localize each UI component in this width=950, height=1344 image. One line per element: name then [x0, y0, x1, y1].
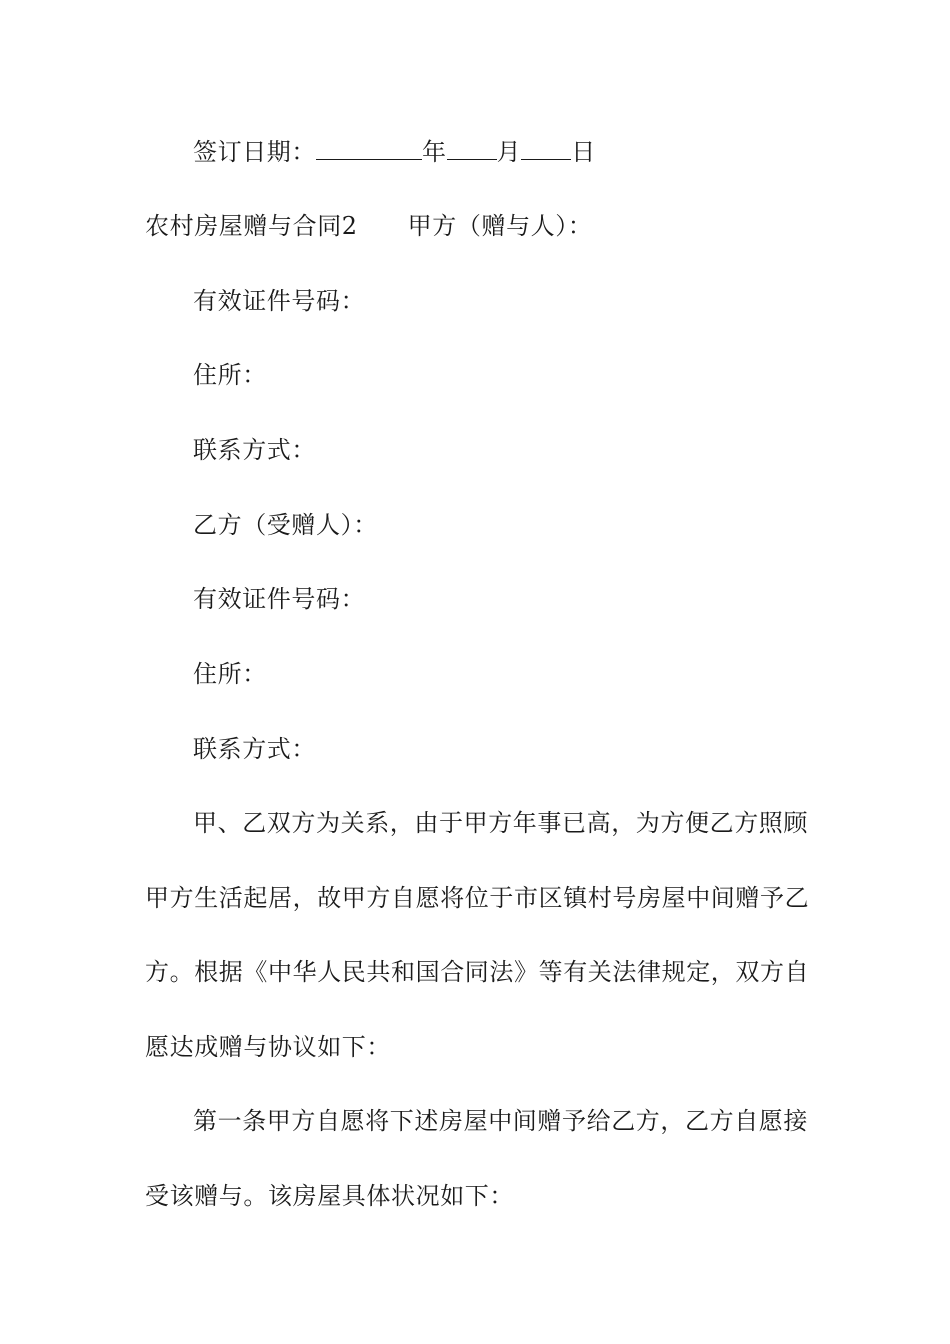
preamble-line: 甲方生活起居，故甲方自愿将位于市区镇村号房屋中间赠予乙: [145, 884, 810, 912]
day-blank: [521, 137, 571, 160]
article-one-line: 第一条甲方自愿将下述房屋中间赠予给乙方，乙方自愿接: [193, 1107, 808, 1135]
party-a-contact: 联系方式：: [193, 436, 316, 464]
month-blank: [447, 137, 497, 160]
month-label: 月: [496, 138, 522, 166]
party-a-heading: 甲方（赠与人）：: [407, 212, 593, 240]
year-label: 年: [422, 138, 447, 166]
party-b-address: 住所：: [193, 660, 267, 688]
document-title: 农村房屋赠与合同2: [145, 212, 358, 240]
signing-date-line: [193, 137, 863, 167]
preamble-line: 愿达成赠与协议如下：: [145, 1033, 391, 1061]
year-blank: [316, 137, 422, 160]
party-b-heading: 乙方（受赠人）：: [193, 511, 378, 539]
party-a-id: 有效证件号码：: [193, 287, 366, 315]
party-b-contact: 联系方式：: [193, 735, 316, 763]
day-label: 日: [571, 138, 596, 166]
party-b-id: 有效证件号码：: [193, 585, 366, 613]
signing-date-label: 签订日期：: [193, 138, 316, 166]
preamble-line: 甲、乙双方为关系，由于甲方年事已高，为方便乙方照顾: [193, 809, 808, 837]
article-one-line: 受该赠与。该房屋具体状况如下：: [145, 1182, 514, 1210]
title-line: [145, 211, 815, 241]
preamble-line: 方。根据《中华人民共和国合同法》等有关法律规定，双方自: [145, 958, 810, 986]
party-a-address: 住所：: [193, 361, 267, 389]
